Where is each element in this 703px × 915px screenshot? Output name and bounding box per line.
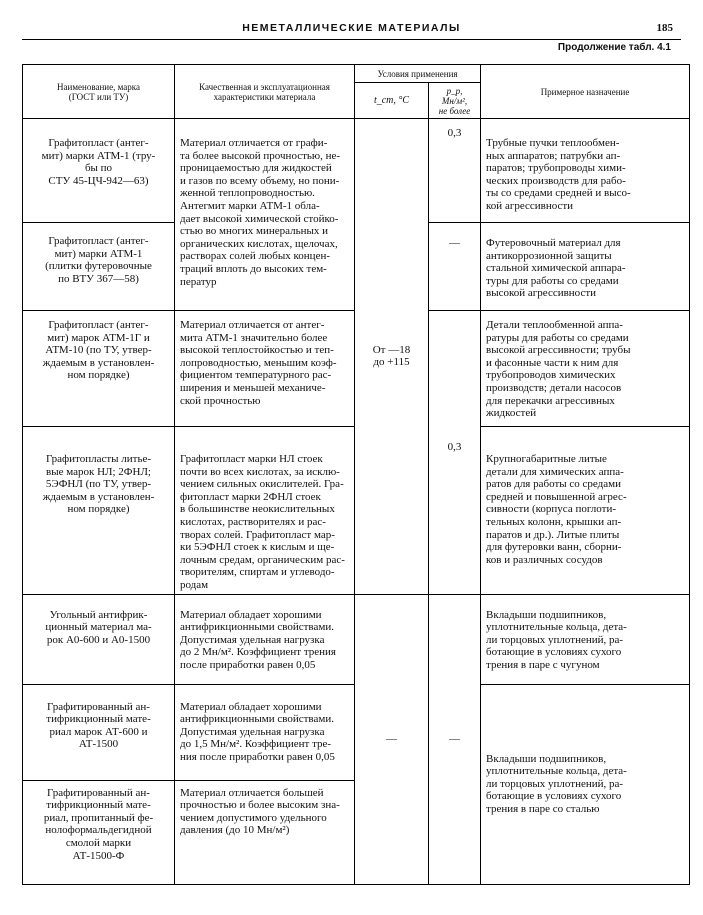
row-3-name: Графитопласт (антег- мит) марок АТМ-1Г и АТМ-10 (по ТУ, утвер- ждаемым в установлен- ном порядке) xyxy=(23,311,175,427)
row-3-characteristics: Материал отличается от антег- мита АТМ-1 значительно более высокой теплостойкостью и теп- лопроводностью, меньшим коэф- фициентом температурного рас- ширения и меньшей механиче- ской прочностью xyxy=(175,311,355,427)
header-characteristics: Качественная и эксплуатационная характеристики материала xyxy=(175,65,355,119)
row-1-name: Графитопласт (антег- мит) марки АТМ-1 (тру- бы по СТУ 45-ЦЧ-942—63) xyxy=(23,119,175,223)
header-conditions: Условия применения xyxy=(355,65,481,83)
page-header xyxy=(0,18,703,38)
row-1-pressure: 0,3 xyxy=(429,119,481,223)
table-continuation-label: Продолжение табл. 4.1 xyxy=(557,42,671,53)
row-3-purpose: Детали теплообменной аппа- ратуры для работы со средами высокой агрессивности; трубы и фасонные части к ним для трубопроводов химических производств; детали насосов для перекачки агрессивных жидкостей xyxy=(481,311,690,427)
row-4-characteristics: Графитопласт марки НЛ стоек почти во всех кислотах, за исклю- чением сильных окислителей. Гра- фитопласт марки 2ФНЛ стоек в большинстве неокислительных кислотах, растворителях и рас- творах солей. Графитопласт мар- ки 5ЭФНЛ стоек к кислым и ще- лочным средам, органическим рас- творителям, спиртам и углеводо- родам xyxy=(175,427,355,595)
row-5-purpose: Вкладыши подшипников, уплотнительные кольца, дета- ли торцовых уплотнений, ра- ботающие в условиях сухого трения в паре с чугуном xyxy=(481,594,690,684)
row-2-pressure: — xyxy=(429,223,481,311)
row-6-name: Графитированный ан- тифрикционный мате- риал марок АТ-600 и АТ-1500 xyxy=(23,684,175,780)
row-5-characteristics: Материал обладает хорошими антифрикционными свойствами. Допустимая удельная нагрузка до 2 Мн/м². Коэффициент трения после приработки равен 0,05 xyxy=(175,594,355,684)
row-4-pressure: 0,3 xyxy=(429,311,481,595)
header-name: Наименование, марка (ГОСТ или ТУ) xyxy=(23,65,175,119)
row-1-characteristics: Материал отличается от графи- та более высокой прочностью, не- проницаемостью для жидкостей и газов по всему объему, но пони- женной теплопроводностью. Антегмит марки АТМ-1 обла- дает высокой химической стойко- стью во многих минеральных и органических кислотах, щелочах, растворах солей любых концен- траций вплоть до высоких тем- ператур xyxy=(175,119,355,311)
page-number: 185 xyxy=(656,22,673,34)
header-purpose: Примерное назначение xyxy=(481,65,690,119)
row-6-purpose: Вкладыши подшипников, уплотнительные кольца, дета- ли торцовых уплотнений, ра- ботающие в условиях сухого трения в паре со сталью xyxy=(481,684,690,884)
row-2-purpose: Футеровочный материал для антикоррозионной защиты стальной химической аппара- туры для работы со средами высокой агрессивности xyxy=(481,223,690,311)
row-4-purpose: Крупногабаритные литые детали для химических аппа- ратов для работы со средами средней и повышенной агрес- сивности (корпуса поглоти- тельных колонн, крышки ап- паратов и др.). Литые плиты для футеровки ванн, сборни- ков и различных сосудов xyxy=(481,427,690,595)
row-2-name: Графитопласт (антег- мит) марки АТМ-1 (плитки футеровочные по ВТУ 367—58) xyxy=(23,223,175,311)
running-title: НЕМЕТАЛЛИЧЕСКИЕ МАТЕРИАЛЫ xyxy=(242,22,461,34)
row-1-purpose: Трубные пучки теплообмен- ных аппаратов; патрубки ап- паратов; трубопроводы хими- ческих производств для рабо- ты со средами средней и высо- кой агрессивности xyxy=(481,119,690,223)
header-pressure: p_p, Мн/м², не более xyxy=(429,83,481,119)
temperature-range: От —18 до +115 xyxy=(355,119,429,595)
header-rule xyxy=(22,39,681,40)
antifriction-temperature: — xyxy=(355,594,429,884)
row-4-name: Графитопласты литье- вые марок НЛ; 2ФНЛ; 5ЭФНЛ (по ТУ, утвер- ждаемым в установлен- ном порядке) xyxy=(23,427,175,595)
row-6-characteristics: Материал обладает хорошими антифрикционными свойствами. Допустимая удельная нагрузка до 1,5 Мн/м². Коэффициент тре- ния после приработки равен 0,05 xyxy=(175,684,355,780)
row-7-name: Графитированный ан- тифрикционный мате- риал, пропитанный фе- нолоформальдегидной смолой марки АТ-1500-Ф xyxy=(23,780,175,884)
materials-table xyxy=(22,64,690,885)
antifriction-pressure: — xyxy=(429,594,481,884)
row-5-name: Угольный антифрик- ционный материал ма- рок А0-600 и А0-1500 xyxy=(23,594,175,684)
header-temperature: t_cm, °C xyxy=(355,83,429,119)
row-7-characteristics: Материал отличается большей прочностью и более высоким зна- чением допустимого удельного давления (до 10 Мн/м²) xyxy=(175,780,355,884)
